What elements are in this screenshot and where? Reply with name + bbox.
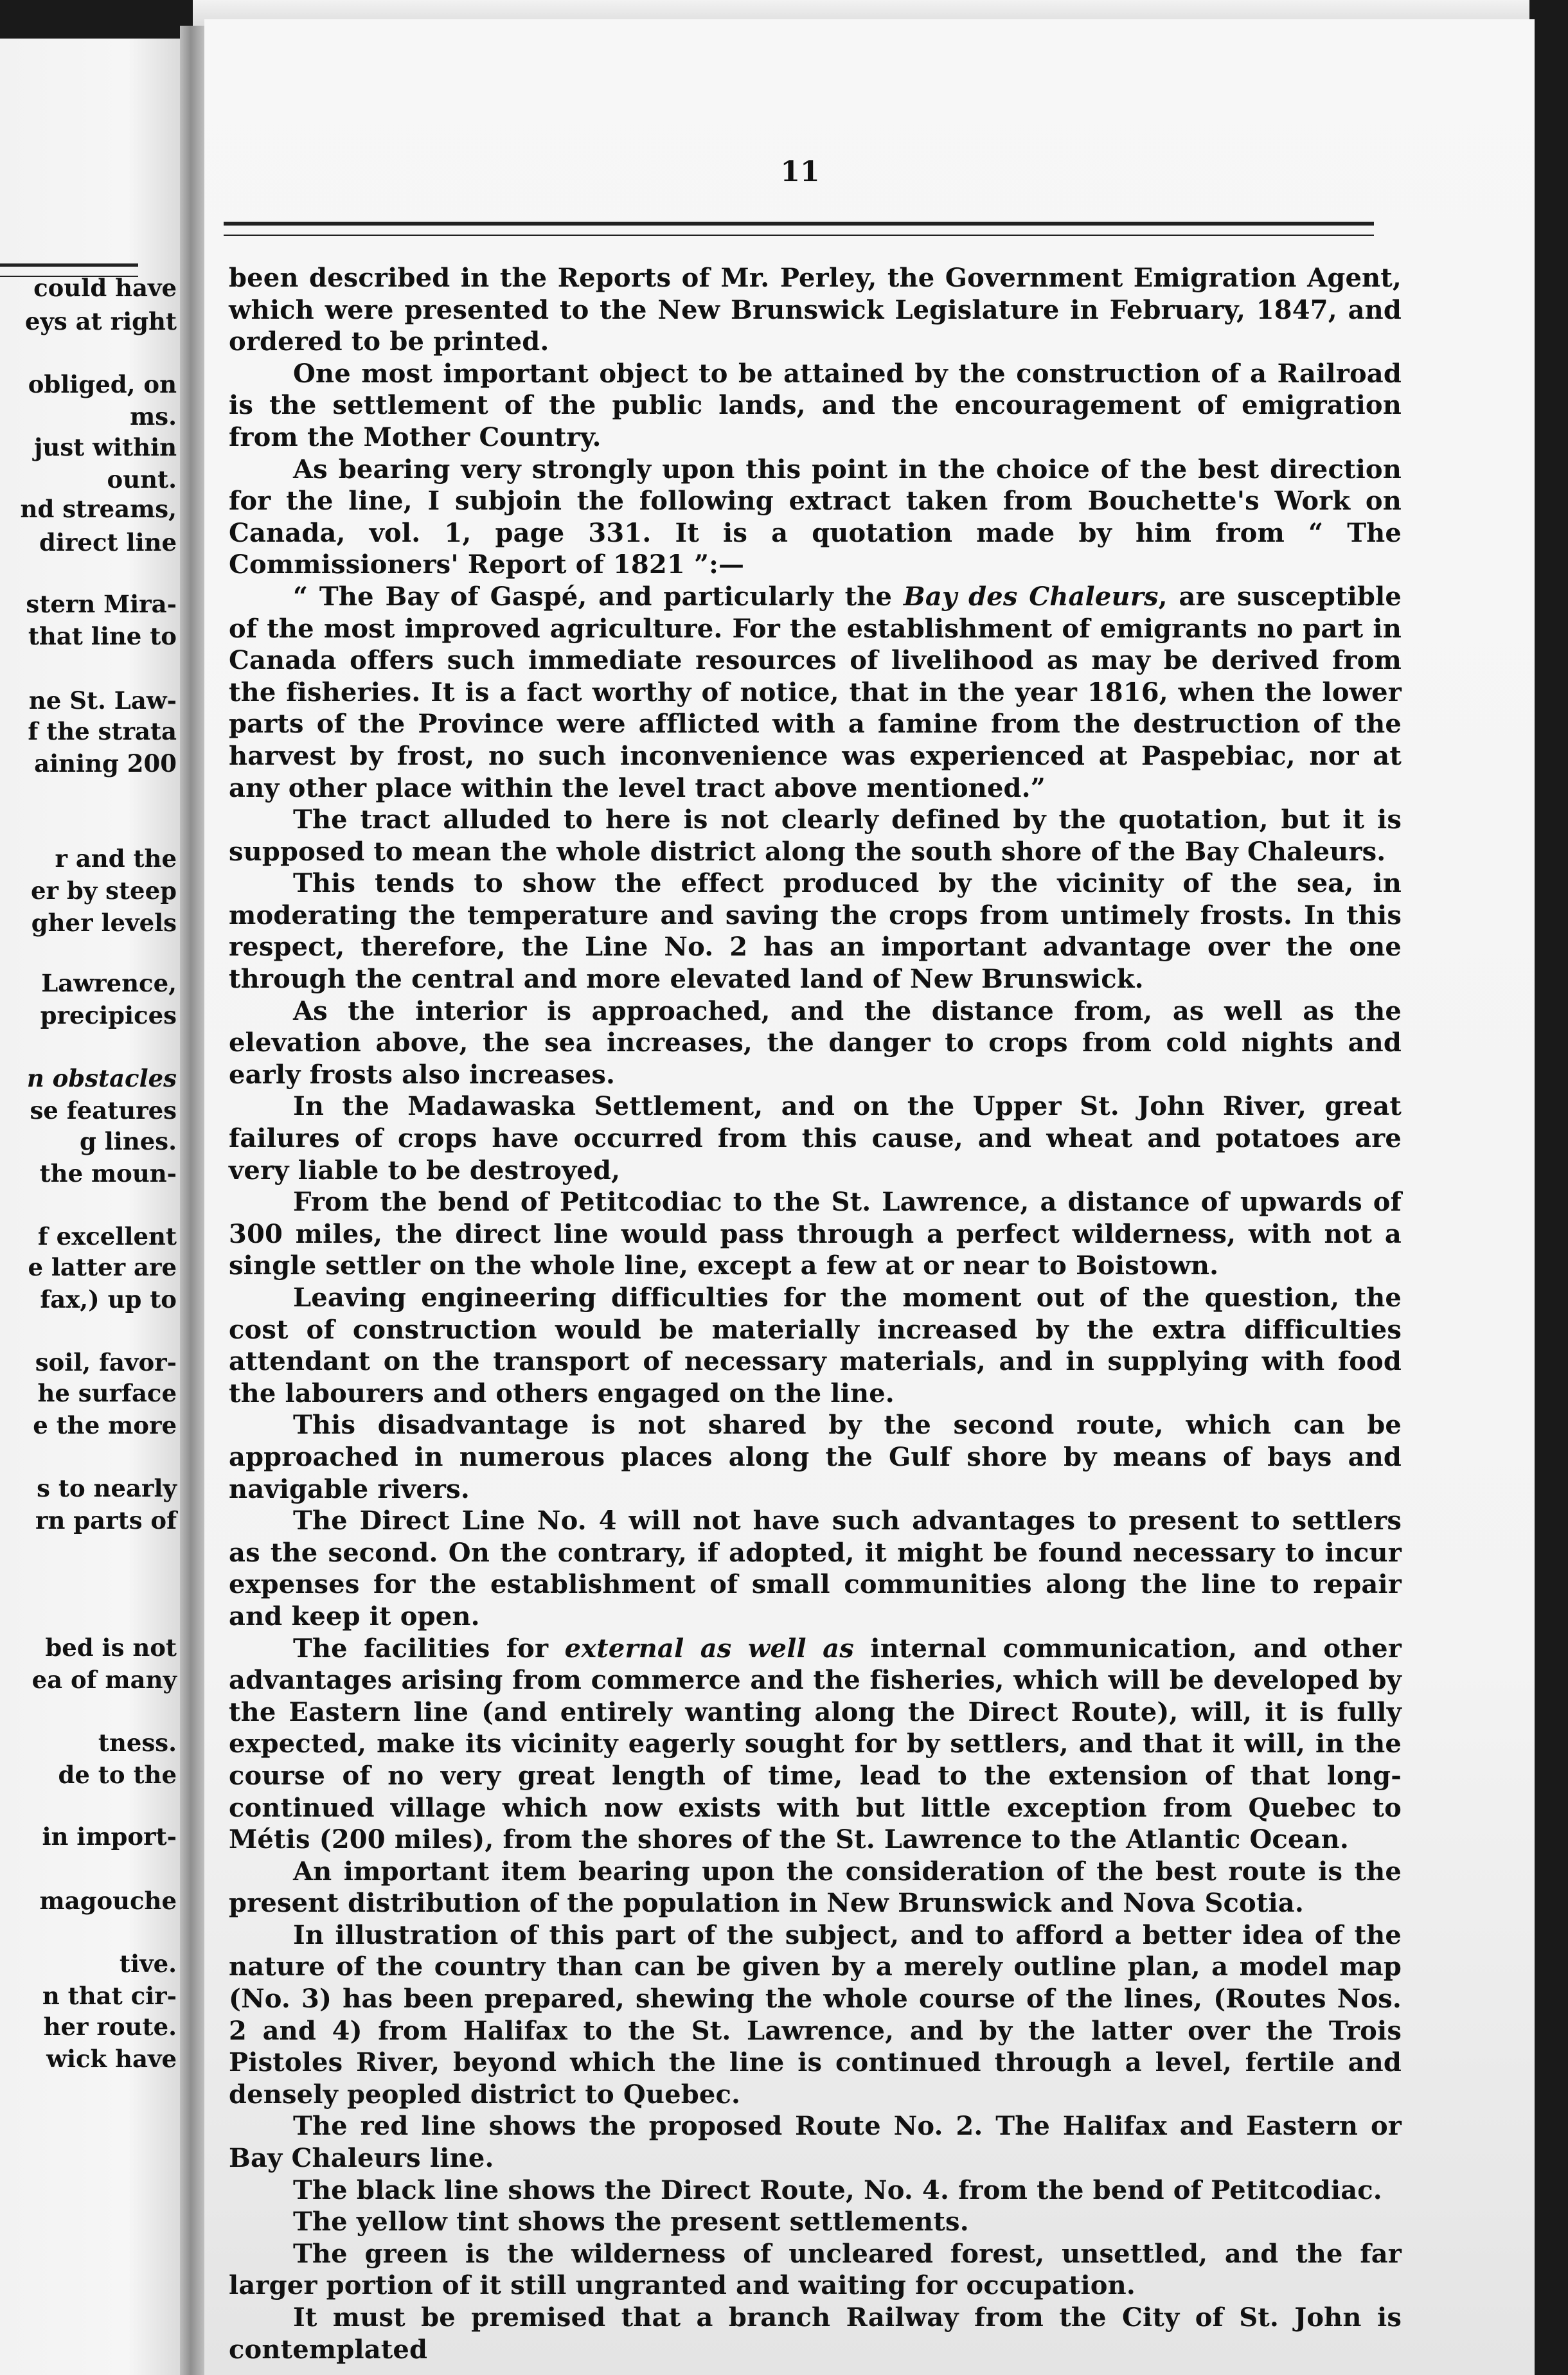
- left-page-fragment: f excellent: [37, 1222, 177, 1250]
- page-number: 11: [780, 156, 820, 188]
- body-paragraph: Leaving engineering difficulties for the moment out of the question, the cost of construction would be materially increased by the extra difficulties attendant on the transport of necessary materials, and in supplying with food the labourers and others engaged on the line.: [229, 1283, 1402, 1409]
- left-page-fragment: ea of many: [31, 1666, 177, 1694]
- left-page-fragment: ne St. Law-: [28, 686, 177, 715]
- body-paragraph: This tends to show the effect produced by the vicinity of the sea, in moderating the temperature and saving the crops from untimely frosts. In this respect, therefore, the Line No. 2 has an important advantage over the one through the central and more elevated land of New Brunswick.: [229, 868, 1402, 995]
- left-page-fragment: precipices: [40, 1001, 177, 1029]
- body-paragraph: [229, 581, 1402, 804]
- left-page-fragment: g lines.: [79, 1127, 177, 1155]
- left-page-fragment: r and the: [55, 844, 177, 873]
- body-text: [229, 262, 1402, 2365]
- body-paragraph: The red line shows the proposed Route No. 2. The Halifax and Eastern or Bay Chaleurs line.: [229, 2111, 1402, 2174]
- left-page-fragment: soil, favor-: [35, 1348, 177, 1376]
- left-page-fragment: ms.: [130, 402, 177, 431]
- body-paragraph: This disadvantage is not shared by the second route, which can be approached in numerous places along the Gulf shore by means of bays and navigable rivers.: [229, 1410, 1402, 1504]
- body-paragraph: [229, 1633, 1402, 1856]
- left-page-fragment: obliged, on: [28, 370, 177, 398]
- body-paragraph: The green is the wilderness of uncleared forest, unsettled, and the far larger portion of it still ungranted and waiting for occupation.: [229, 2238, 1402, 2301]
- left-page-fragment: aining 200: [34, 749, 177, 778]
- paragraph-text: “ The Bay of Gaspé, and particularly the: [293, 581, 904, 612]
- left-page-fragment: er by steep: [30, 876, 177, 905]
- body-paragraph: As the interior is approached, and the distance from, as well as the elevation above, the sea increases, the danger to crops from cold nights and early frosts also increases.: [229, 995, 1402, 1090]
- left-page-fragment: e latter are: [28, 1253, 177, 1281]
- body-paragraph: been described in the Reports of Mr. Perley, the Government Emigration Agent, which were presented to the New Brunswick Legislature in February, 1847, and ordered to be printed.: [229, 263, 1402, 357]
- italic-phrase: external as well as: [564, 1633, 854, 1664]
- body-paragraph: The tract alluded to here is not clearly defined by the quotation, but it is supposed to mean the whole district along the south shore of the Bay Chaleurs.: [229, 805, 1402, 867]
- body-paragraph: As bearing very strongly upon this point in the choice of the best direction for the line, I subjoin the following extract taken from Bouchette's Work on Canada, vol. 1, page 331. It is a quotation made by him from “ The Commissioners' Report of 1821 ”:—: [229, 454, 1402, 580]
- paragraph-text: , are susceptible of the most improved agriculture. For the establishment of emigrants no part in Canada offers such immediate resources of livelihood as may be derived from the fisheries. It is a fact worthy of notice, that in the year 1816, when the lower parts of the Province were afflicted with a famine from the destruction of the harvest by frost, no such inconvenience was experienced at Paspebiac, nor at any other place within the level tract above mentioned.”: [229, 581, 1402, 803]
- body-paragraph: From the bend of Petitcodiac to the St. Lawrence, a distance of upwards of 300 miles, the direct line would pass through a perfect wilderness, with not a single settler on the whole line, except a few at or near to Boistown.: [229, 1187, 1402, 1281]
- left-page-fragment: bed is not: [45, 1633, 177, 1662]
- paragraph-text: internal communication, and other advantages arising from commerce and the fisheries, which will be developed by the Eastern line (and entirely wanting along the Direct Route), will, it is fully expected, make its vicinity eagerly sought for by settlers, and that it will, in the course of no very great length of time, lead to the extension of that long-continued village which now exists with but little exception from Quebec to Métis (200 miles), from the shores of the St. Lawrence to the Atlantic Ocean.: [229, 1633, 1402, 1855]
- body-paragraph: An important item bearing upon the consideration of the best route is the present distribution of the population in New Brunswick and Nova Scotia.: [229, 1856, 1402, 1919]
- left-page-fragment: gher levels: [31, 909, 177, 937]
- left-page-fragment: direct line: [39, 528, 177, 556]
- left-page-fragment: magouche: [39, 1887, 177, 1915]
- left-page-fragment: e the more: [33, 1411, 177, 1439]
- left-page-fragment: f the strata: [28, 717, 177, 745]
- left-page-fragment: de to the: [58, 1761, 177, 1789]
- paragraph-text: The facilities for: [293, 1633, 565, 1664]
- left-page-fragment: s to nearly: [37, 1474, 177, 1502]
- left-page-fragment: just within: [34, 433, 177, 461]
- header-rule: [224, 222, 1374, 236]
- left-page-fragment: eys at right: [24, 307, 177, 335]
- body-paragraph: The black line shows the Direct Route, No. 4. from the bend of Petitcodiac.: [293, 2175, 1382, 2205]
- body-paragraph: The Direct Line No. 4 will not have such advantages to present to settlers as the second. On the contrary, if adopted, it might be found necessary to incur expenses for the establishment of small communities along the line to repair and keep it open.: [229, 1506, 1402, 1632]
- book-gutter: [180, 26, 207, 2375]
- body-paragraph: The yellow tint shows the present settlements.: [293, 2207, 969, 2237]
- body-paragraph: In illustration of this part of the subject, and to afford a better idea of the nature of the country than can be given by a merely outline plan, a model map (No. 3) has been prepared, shewing the whole course of the lines, (Routes Nos. 2 and 4) from Halifax to the St. Lawrence, and by the latter over the Trois Pistoles River, beyond which the line is continued through a level, fertile and densely peopled district to Quebec.: [229, 1919, 1402, 2110]
- left-page-fragment: stern Mira-: [26, 590, 177, 618]
- left-page-fragment: that line to: [28, 622, 177, 650]
- left-page-fragment: nd streams,: [20, 495, 177, 523]
- left-page: [0, 39, 183, 2375]
- scan-border: [1535, 0, 1568, 2375]
- left-page-fragment: se features: [30, 1096, 177, 1125]
- left-page-fragment: n obstacles: [26, 1064, 177, 1092]
- left-page-fragment: n that cir-: [42, 1982, 177, 2010]
- left-page-fragment: her route.: [43, 2013, 177, 2041]
- left-page-fragment: the moun-: [39, 1159, 177, 1188]
- left-page-fragment: fax,) up to: [40, 1285, 177, 1313]
- left-page-fragment: in import-: [42, 1822, 177, 1851]
- left-page-fragment: Lawrence,: [41, 969, 177, 997]
- left-page-fragment: tness.: [98, 1729, 177, 1757]
- left-page-fragment: wick have: [46, 2045, 177, 2073]
- body-paragraph: In the Madawaska Settlement, and on the Upper St. John River, great failures of crops have occurred from this cause, and wheat and potatoes are very liable to be destroyed,: [229, 1091, 1402, 1186]
- left-page-fragment: ount.: [107, 465, 177, 494]
- body-paragraph: It must be premised that a branch Railway from the City of St. John is contemplated: [229, 2302, 1402, 2365]
- italic-phrase: Bay des Chaleurs: [903, 581, 1159, 612]
- body-paragraph: One most important object to be attained by the construction of a Railroad is the settlement of the public lands, and the encouragement of emigration from the Mother Country.: [229, 358, 1402, 452]
- left-page-fragment: he surface: [37, 1379, 177, 1407]
- left-page-fragment: tive.: [119, 1950, 177, 1978]
- left-page-fragment: rn parts of: [35, 1506, 177, 1534]
- left-page-fragment: could have: [33, 274, 177, 302]
